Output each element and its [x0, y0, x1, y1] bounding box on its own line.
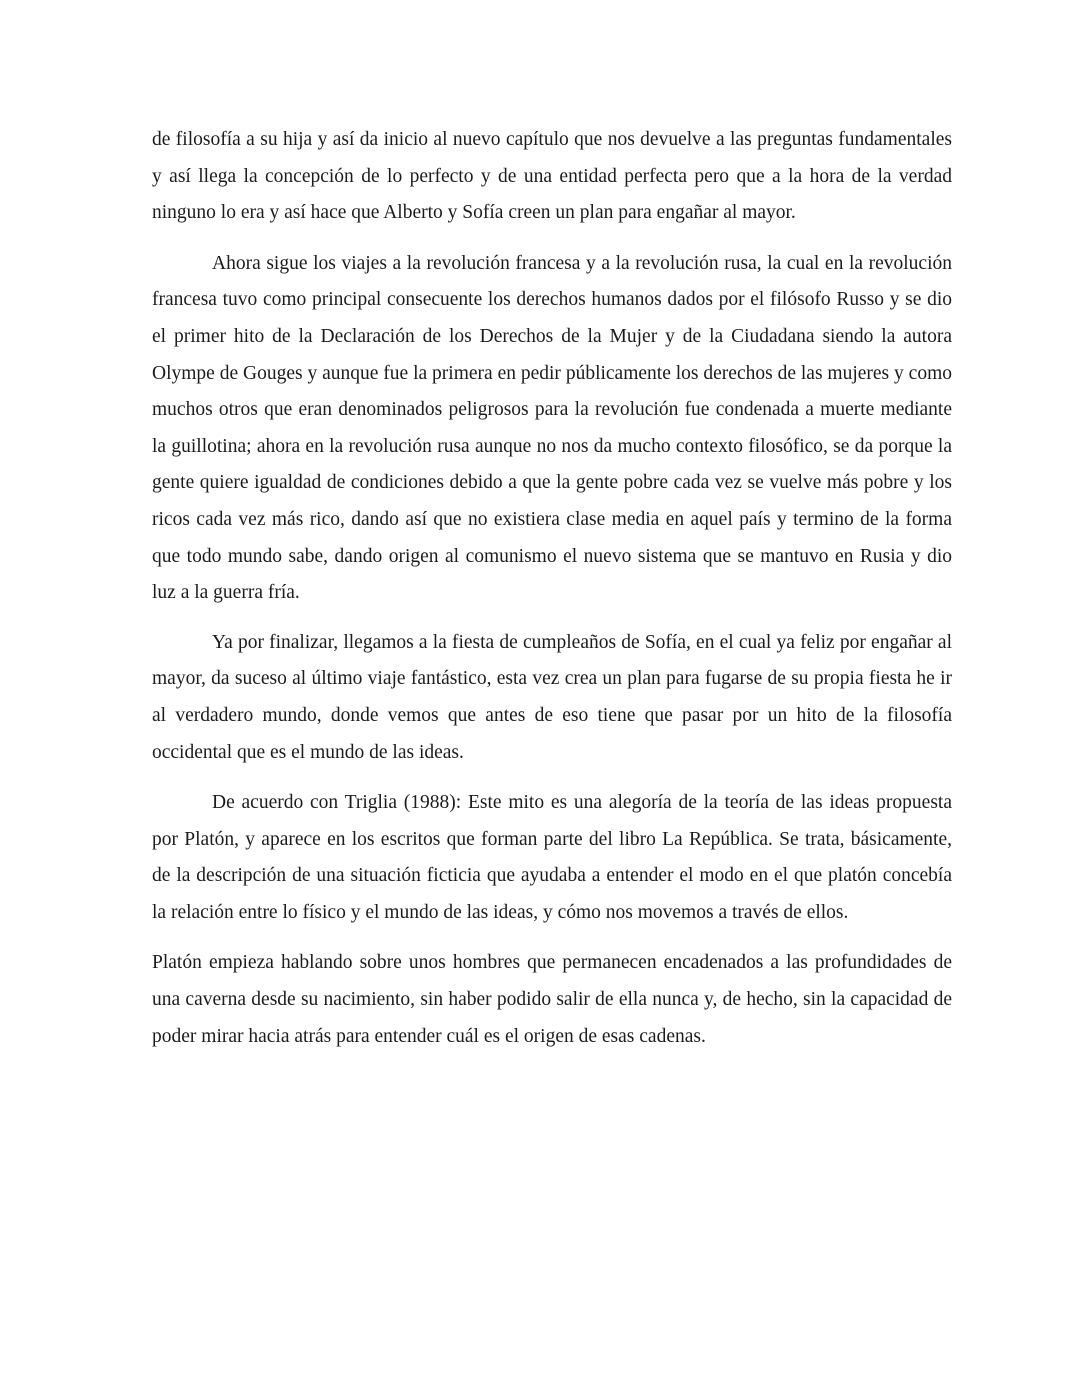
paragraph-1: de filosofía a su hija y así da inicio al nuevo capítulo que nos devuelve a las preguntas fundamentales y así llega la concepción de lo perfecto y de una entidad perfecta pero que a la hora de la verdad ninguno lo era y así hace que Alberto y Sofía creen un plan para engañar al mayor.	[152, 129, 952, 224]
paragraph-3: Ya por finalizar, llegamos a la fiesta de cumpleaños de Sofía, en el cual ya feliz por engañar al mayor, da suceso al último viaje fantástico, esta vez crea un plan para fugarse de su propia fiesta he ir al verdadero mundo, donde vemos que antes de eso tiene que pasar por un hito de la filosofía occidental que es el mundo de las ideas.	[152, 631, 952, 763]
paragraph-2: Ahora sigue los viajes a la revolución francesa y a la revolución rusa, la cual en la revolución francesa tuvo como principal consecuente los derechos humanos dados por el filósofo Russo y se dio el primer hito de la Declaración de los Derechos de la Mujer y de la Ciudadana siendo la autora Olympe de Gouges y aunque fue la primera en pedir públicamente los derechos de las mujeres y como muchos otros que eran denominados peligrosos para la revolución fue condenada a muerte mediante la guillotina; ahora en la revolución rusa aunque no nos da mucho contexto filosófico, se da porque la gente quiere igualdad de condiciones debido a que la gente pobre cada vez se vuelve más pobre y los ricos cada vez más rico, dando así que no existiera clase media en aquel país y termino de la forma que todo mundo sabe, dando origen al comunismo el nuevo sistema que se mantuvo en Rusia y dio luz a la guerra fría.	[152, 252, 952, 604]
paragraph-4: De acuerdo con Triglia (1988): Este mito es una alegoría de la teoría de las ideas propuesta por Platón, y aparece en los escritos que forman parte del libro La República. Se trata, básicamente, de la descripción de una situación ficticia que ayudaba a entender el modo en el que platón concebía la relación entre lo físico y el mundo de las ideas, y cómo nos movemos a través de ellos.	[152, 792, 952, 923]
paragraph-5: Platón empieza hablando sobre unos hombres que permanecen encadenados a las profundidades de una caverna desde su nacimiento, sin haber podido salir de ella nunca y, de hecho, sin la capacidad de poder mirar hacia atrás para entender cuál es el origen de esas cadenas.	[152, 952, 952, 1047]
document-body	[152, 122, 952, 1069]
